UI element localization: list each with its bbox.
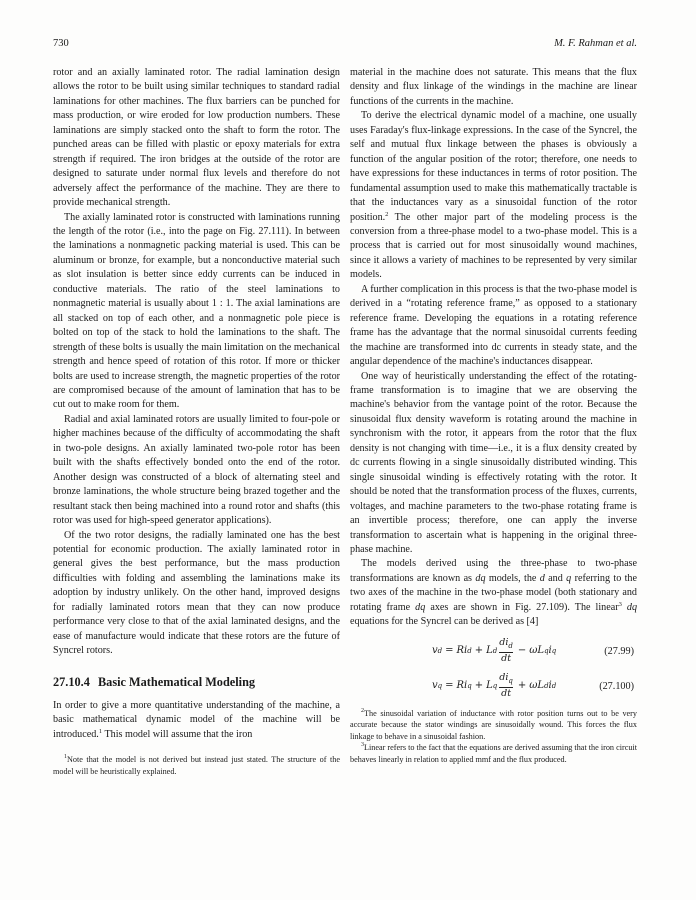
paragraph bbox=[350, 557, 637, 629]
paragraph: A further complication in this process is that the two-phase model is derived in a “rotating reference frame,” as opposed to a stationary reference frame. Developing the equations in a rotating reference frame has the advantage that the normal sinusoidal currents feeding the machine are transformed into dc currents in steady state, and the angular dependence of the machine's inductances disappear. bbox=[350, 283, 637, 368]
paragraph: Radial and axial laminated rotors are usually limited to four-pole or higher machines because of the difficulty of accommodating the shaft in two-pole designs. An axially laminated two-pole rotor has been built with the shafts effectively bonded onto the end of the rotor. Another design was constructed of a block of alternating steel and bronze laminations, the whole structure being brazed together and the resultant stack then being machined into a round rotor and shafts (this rotor was used for high-speed generator applications). bbox=[53, 413, 340, 527]
paragraph: material in the machine does not saturate. This means that the flux density and flux linkage of the windings in the machine are linear functions of the currents in the machine. bbox=[350, 67, 637, 107]
equation-number: (27.99) bbox=[604, 645, 634, 657]
math-q: q bbox=[566, 572, 572, 584]
paragraph bbox=[350, 109, 637, 282]
equation-row bbox=[350, 671, 637, 702]
equation: v q = Ri q + L q $\frac{di_q}{dt}$ + ωL d i d bbox=[432, 672, 557, 700]
footnote-mark: 1 bbox=[64, 754, 67, 761]
footnote-mark: 3 bbox=[361, 742, 364, 749]
footnote-ref: 1 bbox=[98, 727, 103, 735]
fraction: $\frac{di_q}{dt}$ bbox=[499, 672, 513, 700]
left-column bbox=[53, 66, 340, 778]
paragraph: rotor and an axially laminated rotor. The radial lamination design allows the rotor to be built using similar techniques to standard radial laminations for other machines. The flux barriers can be punched for mass production, or wire eroded for low production numbers. These laminations are simply stacked onto the shaft to form the rotor. The punched areas can be filled with plastic or epoxy materials for extra strength if required. The iron bridges at the outside of the rotor are designed to saturate under normal flux levels and therefore do not adversely affect the performance of the machine. They are there to provide mechanical strength. bbox=[53, 67, 340, 209]
paragraph bbox=[53, 699, 340, 742]
footnote-mark: 2 bbox=[361, 707, 364, 714]
running-head: M. F. Rahman et al. bbox=[554, 38, 637, 49]
footnote bbox=[350, 708, 637, 766]
page-number: 730 bbox=[53, 38, 69, 49]
math-dq: dq bbox=[626, 601, 637, 613]
section-heading bbox=[53, 675, 340, 689]
math-dq: dq bbox=[475, 572, 486, 584]
equation-row bbox=[350, 636, 637, 667]
footnote-text: Linear refers to the fact that the equations are derived assuming that the iron circuit behaves linearly in relation to applied mmf and the flux produced. bbox=[350, 743, 637, 765]
paragraph-text: To derive the electrical dynamic model of a machine, one usually uses Faraday's flux-linkage expressions. In the case of the Syncrel, the self and mutual flux linkage between the phases is obviously a function of the angular position of the rotor; therefore, one needs to have expressions for these inductances in terms of rotor position. The fundamental assumption used to make this mathematically tractable is that the inductances vary as a sinusoidal function of the rotor position. bbox=[350, 110, 637, 223]
paragraph-text: axes are shown in Fig. 27.109). The linear bbox=[425, 601, 619, 613]
equation-block bbox=[350, 636, 637, 702]
equation-number: (27.100) bbox=[599, 680, 634, 692]
paragraph: Of the two rotor designs, the radially laminated one has the best potential for economic production. The axially laminated rotor in general gives the best performance, but the mass production difficulties with folding and assembling the laminations make its adoption by industry unlikely. On the other hand, improved designs for radially laminated rotors mean that they can now produce performance very close to that of the axial laminated designs, and the ease of manufacture would indicate that these rotors are the future of Syncrel rotors. bbox=[53, 529, 340, 657]
footnote bbox=[53, 754, 340, 777]
paragraph-text: In order to give a more quantitative understanding of the machine, a basic mathematical dynamic model of the machine will be introduced. bbox=[53, 700, 340, 740]
paragraph: One way of heuristically understanding the effect of the rotating-frame transformation is to imagine that we are observing the machine's behavior from the vantage point of the rotor. Because the sinusoidal flux density waveform is rotating around the machine in synchronism with the rotor, it appears from the rotor that the flux density is not changing with time—i.e., it is a flux density created by dc currents flowing in a single sinusoidally distributed winding. This single sinusoidal winding is effectively rotating with the rotor. It should be noted that the transformation process of the fluxes, currents, voltages, and machine parameters to the two-phase rotating frame is an invertible process; therefore, one can apply the inverse transformation to ascertain what is happening in the original three-phase machine. bbox=[350, 370, 637, 555]
equation: v d = Ri d + L d $\frac{di_d}{dt}$ − ωL q i q bbox=[432, 637, 557, 665]
paragraph-text: referring to the two axes of the machine in the two-phase model (both stationary and rotating frame bbox=[350, 572, 637, 613]
math-d: d bbox=[539, 572, 545, 584]
right-column bbox=[350, 66, 637, 766]
fraction: $\frac{di_d}{dt}$ bbox=[499, 637, 513, 665]
paragraph-text: This model will assume that the iron bbox=[102, 728, 253, 740]
section-number: 27.10.4 bbox=[53, 674, 90, 689]
paragraph-text: The models derived using the three-phase to two-phase transformations are known as bbox=[350, 558, 637, 584]
paragraph-text: The other major part of the modeling process is the conversion from a three-phase model to a two-phase model. This is a process that is carried out for most sinusoidally wound machines, since it allows a variety of machines to be represented by very similar models. bbox=[350, 211, 637, 281]
paragraph-text: equations for the Syncrel can be derived as [4] bbox=[350, 616, 539, 628]
footnote-text: Note that the model is not derived but instead just stated. The structure of the model will be heuristically explained. bbox=[53, 755, 340, 776]
math-dq: dq bbox=[415, 601, 426, 613]
footnote-ref: 3 bbox=[618, 600, 622, 608]
section-title: Basic Mathematical Modeling bbox=[97, 674, 256, 689]
paragraph-text: and bbox=[544, 572, 567, 584]
paragraph-text: models, the bbox=[485, 572, 540, 584]
footnote-text: The sinusoidal variation of inductance with rotor position turns out to be very accurate because the stator windings are sinusoidally wound. This forces the flux linkage to behave in a sinusoidal fashion. bbox=[350, 708, 637, 741]
paragraph: The axially laminated rotor is constructed with laminations running the length of the rotor (i.e., into the page on Fig. 27.111). In between the laminations a nonmagnetic packing material is used. This can be aluminum or bronze, for example, but a nonconductive material such as slot insulation is better since eddy currents can be induced in conductive materials. The ratio of the steel laminations to nonmagnetic material is usually about 1 : 1. The axial laminations are all stacked on top of each other, and a nonmagnetic pole piece is bolted on top of the stack to hold the laminations to the shaft. The strength of these bolts is usually the main limitation on the mechanical strength and hence speed of rotation of this rotor. If more or thicker bolts are used to increase strength, the magnetic properties of the rotor are compromised because of the amount of lamination that has to be cut out to make room for them. bbox=[53, 211, 340, 411]
footnote-ref: 2 bbox=[385, 210, 389, 218]
